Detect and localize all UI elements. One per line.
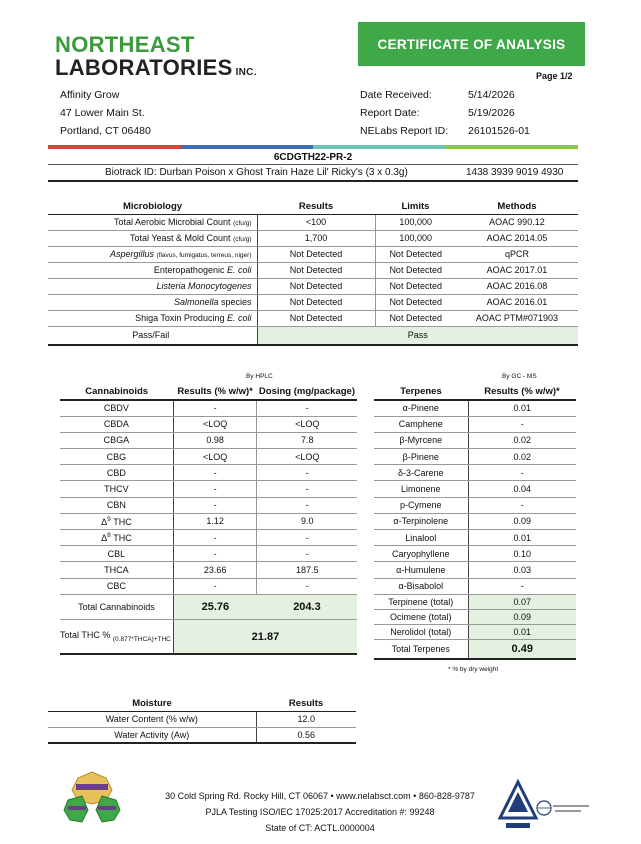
table-cell: <LOQ bbox=[257, 449, 357, 465]
table-cell: β-Myrcene bbox=[374, 432, 468, 448]
table-row bbox=[48, 294, 578, 310]
table-row bbox=[48, 246, 578, 262]
table-cell: Linalool bbox=[374, 530, 468, 546]
table-cell: 0.56 bbox=[256, 727, 356, 743]
table-cell: $\Delta^9$ THC bbox=[60, 513, 173, 529]
column-header: Dosing (mg/package) bbox=[257, 384, 357, 400]
table-cell: CBGA bbox=[60, 432, 173, 448]
color-divider bbox=[48, 145, 578, 149]
table-cell: 9.0 bbox=[257, 513, 357, 529]
logo-line-2: LABORATORIES INC. bbox=[55, 55, 257, 80]
table-row bbox=[60, 400, 357, 416]
table-cell: Total Cannabinoids bbox=[60, 594, 173, 619]
table-cell: Aspergillus (flavus, fumigatus, terreus, niger) bbox=[48, 246, 257, 262]
table-row bbox=[374, 578, 576, 594]
table-cell: qPCR bbox=[456, 246, 578, 262]
table-cell: 0.03 bbox=[468, 562, 576, 578]
table-cell: $\Delta^8$ THC bbox=[60, 530, 173, 546]
table-row bbox=[60, 513, 357, 529]
column-header: Terpenes bbox=[374, 384, 468, 400]
table-cell: Total Aerobic Microbial Count (cfu/g) bbox=[48, 214, 257, 230]
biotrack-id: Biotrack ID: Durban Poison x Ghost Train Haze Lil' Ricky's (3 x 0.3g) bbox=[105, 167, 408, 178]
table-cell: <LOQ bbox=[173, 449, 257, 465]
table-cell: - bbox=[173, 400, 257, 416]
client-name: Affinity Grow bbox=[60, 89, 120, 101]
table-cell: 0.98 bbox=[173, 432, 257, 448]
table-row bbox=[60, 416, 357, 432]
table-cell: AOAC 2017.01 bbox=[456, 262, 578, 278]
column-header: Microbiology bbox=[48, 200, 257, 214]
column-header: Cannabinoids bbox=[60, 384, 173, 400]
report-meta: Date Received: 5/14/2026 Report Date: 5/19/2026 NELabs Report ID: 26101526-01 bbox=[360, 86, 530, 140]
column-header: Methods bbox=[456, 200, 578, 214]
footer-state-license: State of CT: ACTL.0000004 bbox=[265, 823, 375, 833]
table-cell: CBN bbox=[60, 497, 173, 513]
table-cell: 0.02 bbox=[468, 449, 576, 465]
footer bbox=[130, 788, 510, 836]
company-logo bbox=[55, 34, 305, 84]
pjla-accreditation-icon bbox=[498, 778, 598, 832]
total-cannabinoids-dose: 204.3 bbox=[257, 594, 357, 619]
table-row bbox=[60, 497, 357, 513]
table-cell: 1.12 bbox=[173, 513, 257, 529]
table-cell: 0.04 bbox=[468, 481, 576, 497]
table-row bbox=[374, 400, 576, 416]
table-row bbox=[374, 465, 576, 481]
table-cell: 23.66 bbox=[173, 562, 257, 578]
table-row bbox=[60, 546, 357, 562]
table-row bbox=[374, 449, 576, 465]
table-cell: α-Terpinolene bbox=[374, 513, 468, 529]
table-cell: β-Pinene bbox=[374, 449, 468, 465]
table-cell: - bbox=[173, 546, 257, 562]
column-header: Results (% w/w)* bbox=[173, 384, 257, 400]
table-row bbox=[48, 310, 578, 326]
table-row bbox=[374, 497, 576, 513]
column-header: Results (% w/w)* bbox=[468, 384, 576, 400]
table-row bbox=[374, 530, 576, 546]
table-cell: - bbox=[257, 400, 357, 416]
table-cell: - bbox=[468, 578, 576, 594]
table-row bbox=[60, 578, 357, 594]
cannabinoids-table bbox=[60, 384, 357, 655]
table-cell: CBD bbox=[60, 465, 173, 481]
footer-address: 30 Cold Spring Rd. Rocky Hill, CT 06067 • www.nelabsct.com • 860-828-9787 bbox=[165, 791, 475, 801]
table-cell: 187.5 bbox=[257, 562, 357, 578]
client-city: Portland, CT 06480 bbox=[60, 125, 151, 137]
table-cell: Total Terpenes bbox=[374, 639, 468, 659]
table-cell: Caryophyllene bbox=[374, 546, 468, 562]
table-row bbox=[374, 432, 576, 448]
table-cell: p-Cymene bbox=[374, 497, 468, 513]
table-cell: Not Detected bbox=[257, 310, 375, 326]
pass-fail-value: Pass bbox=[257, 326, 578, 345]
total-cannabinoids-pct: 25.76 bbox=[173, 594, 257, 619]
table-cell: Not Detected bbox=[375, 246, 456, 262]
total-cannabinoids-row bbox=[60, 594, 357, 619]
sample-code: 6CDGTH22-PR-2 bbox=[273, 152, 353, 163]
table-cell: α-Humulene bbox=[374, 562, 468, 578]
table-cell: <100 bbox=[257, 214, 375, 230]
client-street: 47 Lower Main St. bbox=[60, 107, 145, 119]
column-header: Results bbox=[257, 200, 375, 214]
table-cell: - bbox=[173, 481, 257, 497]
table-cell: <LOQ bbox=[173, 416, 257, 432]
table-row bbox=[374, 624, 576, 639]
table-cell: 100,000 bbox=[375, 230, 456, 246]
table-row bbox=[60, 530, 357, 546]
table-cell: 0.09 bbox=[468, 609, 576, 624]
table-cell: - bbox=[173, 530, 257, 546]
table-cell: - bbox=[257, 465, 357, 481]
table-cell: Not Detected bbox=[257, 246, 375, 262]
table-cell: - bbox=[173, 465, 257, 481]
table-cell: Listeria Monocytogenes bbox=[48, 278, 257, 294]
table-cell: AOAC PTM#071903 bbox=[456, 310, 578, 326]
table-cell: AOAC 2014.05 bbox=[456, 230, 578, 246]
table-cell: - bbox=[468, 465, 576, 481]
table-cell: 100,000 bbox=[375, 214, 456, 230]
table-row bbox=[60, 562, 357, 578]
pass-fail-row bbox=[48, 326, 578, 345]
table-cell: Not Detected bbox=[375, 278, 456, 294]
table-row bbox=[48, 711, 356, 727]
table-cell: Nerolidol (total) bbox=[374, 624, 468, 639]
table-cell: α-Bisabolol bbox=[374, 578, 468, 594]
table-cell: <LOQ bbox=[257, 416, 357, 432]
column-header: Limits bbox=[375, 200, 456, 214]
table-cell: δ-3-Carene bbox=[374, 465, 468, 481]
report-id: 26101526-01 bbox=[468, 125, 530, 137]
table-row bbox=[374, 481, 576, 497]
table-cell: - bbox=[468, 416, 576, 432]
footer-accreditation: PJLA Testing ISO/IEC 17025:2017 Accreditation #: 99248 bbox=[205, 807, 435, 817]
table-cell: 12.0 bbox=[256, 711, 356, 727]
client-address bbox=[60, 86, 151, 140]
table-cell: - bbox=[173, 497, 257, 513]
table-cell: AOAC 2016.01 bbox=[456, 294, 578, 310]
table-row bbox=[48, 214, 578, 230]
table-row bbox=[48, 278, 578, 294]
page-number: Page 1/2 bbox=[536, 71, 573, 81]
terpenes-table bbox=[374, 384, 576, 660]
table-cell: 0.01 bbox=[468, 624, 576, 639]
moisture-table bbox=[48, 696, 356, 744]
table-row bbox=[374, 416, 576, 432]
table-cell: Enteropathogenic E. coli bbox=[48, 262, 257, 278]
table-cell: - bbox=[257, 578, 357, 594]
table-row bbox=[60, 432, 357, 448]
column-header: Results bbox=[256, 696, 356, 711]
table-cell: 0.09 bbox=[468, 513, 576, 529]
table-cell: Water Activity (Aw) bbox=[48, 727, 256, 743]
total-terpenes-row bbox=[374, 639, 576, 659]
microbiology-table bbox=[48, 200, 578, 346]
table-row bbox=[48, 262, 578, 278]
table-cell: 0.10 bbox=[468, 546, 576, 562]
total-terpenes-value: 0.49 bbox=[468, 639, 576, 659]
table-cell: AOAC 990.12 bbox=[456, 214, 578, 230]
table-cell: CBC bbox=[60, 578, 173, 594]
dry-weight-note: * % by dry weight bbox=[448, 666, 499, 673]
total-thc-row bbox=[60, 619, 357, 654]
table-cell: Total THC % $_{(0.877*THCA)+THC}$ bbox=[60, 619, 173, 654]
coa-banner: CERTIFICATE OF ANALYSIS bbox=[358, 22, 585, 66]
table-cell: Water Content (% w/w) bbox=[48, 711, 256, 727]
table-cell: Terpinene (total) bbox=[374, 594, 468, 609]
table-row bbox=[60, 481, 357, 497]
table-cell: 0.01 bbox=[468, 400, 576, 416]
table-cell: 0.02 bbox=[468, 432, 576, 448]
table-cell: - bbox=[257, 546, 357, 562]
table-cell: 0.07 bbox=[468, 594, 576, 609]
table-cell: Not Detected bbox=[257, 262, 375, 278]
table-cell: - bbox=[173, 578, 257, 594]
total-thc-value: 21.87 bbox=[173, 619, 357, 654]
table-cell: - bbox=[257, 497, 357, 513]
table-cell: Shiga Toxin Producing E. coli bbox=[48, 310, 257, 326]
biotrack-line bbox=[48, 164, 578, 182]
table-cell: α-Pinene bbox=[374, 400, 468, 416]
table-row bbox=[48, 230, 578, 246]
table-cell: THCV bbox=[60, 481, 173, 497]
logo-line-1: NORTHEAST bbox=[55, 32, 195, 57]
table-cell: Total Yeast & Mold Count (cfu/g) bbox=[48, 230, 257, 246]
table-cell: - bbox=[257, 481, 357, 497]
table-cell: Pass/Fail bbox=[48, 326, 257, 345]
table-cell: Not Detected bbox=[375, 262, 456, 278]
table-cell: THCA bbox=[60, 562, 173, 578]
table-row bbox=[374, 594, 576, 609]
table-row bbox=[374, 546, 576, 562]
table-cell: Salmonella species bbox=[48, 294, 257, 310]
certification-badges-icon bbox=[62, 770, 122, 828]
table-row bbox=[48, 727, 356, 743]
table-cell: Not Detected bbox=[257, 278, 375, 294]
column-header: Moisture bbox=[48, 696, 256, 711]
table-row bbox=[374, 609, 576, 624]
table-cell: CBDA bbox=[60, 416, 173, 432]
table-cell: - bbox=[468, 497, 576, 513]
table-cell: 1,700 bbox=[257, 230, 375, 246]
table-row bbox=[374, 562, 576, 578]
table-cell: CBDV bbox=[60, 400, 173, 416]
barcode-number: 1438 3939 9019 4930 bbox=[466, 167, 564, 178]
date-received: 5/14/2026 bbox=[468, 89, 515, 101]
table-cell: 0.01 bbox=[468, 530, 576, 546]
table-cell: 7.8 bbox=[257, 432, 357, 448]
gcms-note: By GC - MS bbox=[502, 373, 537, 380]
table-cell: - bbox=[257, 530, 357, 546]
table-cell: Camphene bbox=[374, 416, 468, 432]
table-cell: CBG bbox=[60, 449, 173, 465]
table-row bbox=[60, 465, 357, 481]
report-date: 5/19/2026 bbox=[468, 107, 515, 119]
table-cell: Ocimene (total) bbox=[374, 609, 468, 624]
table-cell: Not Detected bbox=[375, 310, 456, 326]
table-cell: Not Detected bbox=[375, 294, 456, 310]
table-cell: CBL bbox=[60, 546, 173, 562]
table-cell: Not Detected bbox=[257, 294, 375, 310]
table-row bbox=[60, 449, 357, 465]
table-row bbox=[374, 513, 576, 529]
hplc-note: By HPLC bbox=[246, 373, 273, 380]
table-cell: Limonene bbox=[374, 481, 468, 497]
table-cell: AOAC 2016.08 bbox=[456, 278, 578, 294]
